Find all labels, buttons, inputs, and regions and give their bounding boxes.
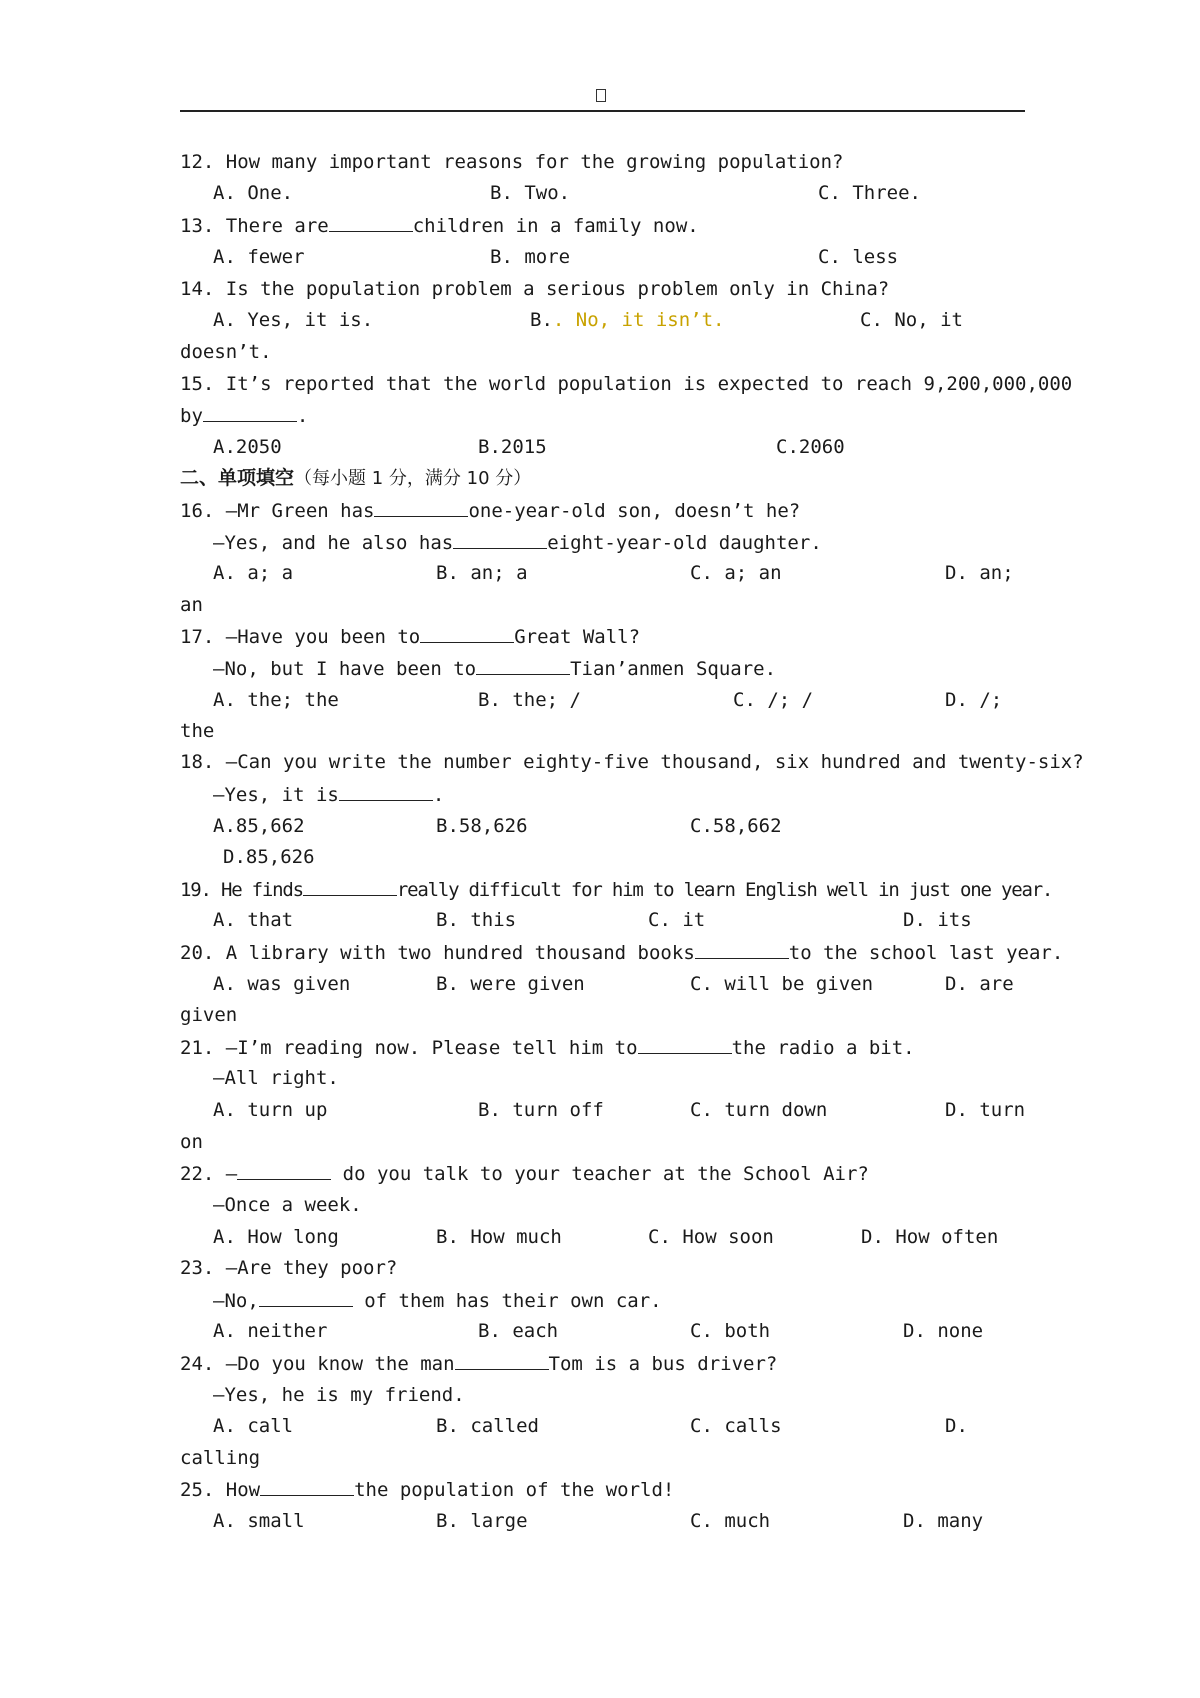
question-25-stem	[180, 1477, 674, 1502]
option-c: C. calls	[690, 1415, 782, 1437]
stem-part: the population of the world!	[354, 1479, 675, 1501]
reply-part: eight-year-old daughter.	[547, 532, 822, 554]
header-placeholder-glyph	[596, 89, 606, 102]
option-b: B. more	[490, 246, 571, 268]
option-d: D.85,626	[223, 846, 315, 868]
option-b: B. How much	[436, 1226, 562, 1248]
option-a: A. a; a	[213, 562, 294, 584]
answer-blank	[638, 1035, 732, 1054]
option-a: A. One.	[213, 182, 294, 204]
question-21-stem	[180, 1035, 915, 1060]
stem-part: 24. —Do you know the man	[180, 1353, 455, 1375]
option-a: A.2050	[213, 436, 282, 458]
stem-part: Tom is a bus driver?	[548, 1353, 778, 1375]
option-d: D. How often	[861, 1226, 999, 1248]
option-c: C. less	[818, 246, 899, 268]
option-d: D. an;	[945, 562, 1014, 584]
answer-blank	[339, 782, 433, 801]
stem-part: 22. —	[180, 1163, 238, 1185]
question-13-stem	[180, 213, 699, 238]
option-a: A. that	[213, 909, 294, 931]
question-24-reply: —Yes, he is my friend.	[213, 1384, 465, 1406]
stem-part: by	[180, 405, 203, 427]
question-22-stem	[180, 1161, 869, 1186]
option-b: B. large	[436, 1510, 528, 1532]
question-18-stem: 18. —Can you write the number eighty-five thousand, six hundred and twenty-six?	[180, 751, 1084, 773]
section-note: （每小题 1 分，满分 10 分）	[294, 468, 532, 489]
stem-part: 20. A library with two hundred thousand books	[180, 942, 695, 964]
option-c: C. How soon	[648, 1226, 774, 1248]
question-21-reply: —All right.	[213, 1067, 339, 1089]
stem-part: 17. —Have you been to	[180, 626, 421, 648]
question-22-reply: —Once a week.	[213, 1194, 362, 1216]
reply-part: —Yes, and he also has	[213, 532, 454, 554]
option-a: A.85,662	[213, 815, 305, 837]
answer-blank	[329, 213, 413, 232]
answer-blank	[374, 498, 468, 517]
option-c: C. both	[690, 1320, 771, 1342]
option-a: A. How long	[213, 1226, 339, 1248]
question-23-stem: 23. —Are they poor?	[180, 1257, 398, 1279]
reply-part: .	[432, 784, 445, 806]
option-c: C. much	[690, 1510, 771, 1532]
option-a: A. fewer	[213, 246, 305, 268]
question-12-stem: 12. How many important reasons for the growing population?	[180, 151, 844, 173]
option-b: B. called	[436, 1415, 539, 1437]
option-c: C. Three.	[818, 182, 921, 204]
stem-part: one-year-old son, doesn’t he?	[468, 500, 801, 522]
stem-part: to the school last year.	[788, 942, 1064, 964]
reply-part: —Yes, it is	[213, 784, 339, 806]
question-16-stem	[180, 498, 800, 523]
answer-blank	[203, 403, 297, 422]
answer-blank	[237, 1161, 331, 1180]
option-c: C.58,662	[690, 815, 782, 837]
reply-part: of them has their own car.	[352, 1290, 662, 1312]
option-b: B. this	[436, 909, 517, 931]
question-24-stem	[180, 1351, 777, 1376]
option-d-wrap: given	[180, 1004, 238, 1026]
answer-blank	[695, 940, 789, 959]
option-b: B.58,626	[436, 815, 528, 837]
option-letter: B.	[530, 309, 553, 331]
option-b: B. an; a	[436, 562, 528, 584]
option-a: A. call	[213, 1415, 294, 1437]
answer-blank	[476, 656, 570, 675]
stem-part: 21. —I’m reading now. Please tell him to	[180, 1037, 638, 1059]
question-19-stem	[180, 877, 1052, 902]
reply-part: —No,	[213, 1290, 259, 1312]
option-c: C. a; an	[690, 562, 782, 584]
reply-part: Tian’anmen Square.	[570, 658, 777, 680]
section-heading	[180, 466, 531, 491]
stem-part: do you talk to your teacher at the School Air?	[331, 1163, 869, 1185]
question-15-stem-cont	[180, 403, 308, 428]
option-c: C. No, it	[860, 309, 963, 331]
stem-part: 25. How	[180, 1479, 261, 1501]
section-title: 二、单项填空	[180, 467, 295, 489]
option-c: C. /; /	[733, 689, 814, 711]
stem-part: .	[296, 405, 309, 427]
stem-part: the radio a bit.	[731, 1037, 915, 1059]
question-17-stem	[180, 624, 640, 649]
stem-part: 19. He finds	[180, 879, 303, 901]
stem-part: 13. There are	[180, 215, 329, 237]
question-15-stem: 15. It’s reported that the world population is expected to reach 9,200,000,000	[180, 373, 1073, 395]
option-d: D. many	[903, 1510, 984, 1532]
option-c: C.2060	[776, 436, 845, 458]
option-b: B. were given	[436, 973, 585, 995]
question-23-reply	[213, 1288, 662, 1313]
answer-blank	[303, 877, 397, 896]
question-18-reply	[213, 782, 444, 807]
option-b: B.2015	[478, 436, 547, 458]
option-c: C. it	[648, 909, 706, 931]
option-a: A. small	[213, 1510, 305, 1532]
header-rule	[180, 110, 1025, 112]
option-c: C. turn down	[690, 1099, 828, 1121]
option-d: D. its	[903, 909, 972, 931]
answer-blank	[455, 1351, 549, 1370]
option-b	[530, 308, 724, 332]
option-d: D. are	[945, 973, 1014, 995]
option-b: B. the; /	[478, 689, 581, 711]
answer-blank	[259, 1288, 353, 1307]
option-b: B. each	[478, 1320, 559, 1342]
option-text: . No, it isn’t.	[552, 309, 725, 331]
option-a: A. neither	[213, 1320, 328, 1342]
stem-part: Great Wall?	[514, 626, 641, 648]
option-c-wrap: doesn’t.	[180, 341, 272, 363]
stem-part: children in a family now.	[412, 215, 699, 237]
question-14-stem: 14. Is the population problem a serious problem only in China?	[180, 278, 890, 300]
option-a: A. was given	[213, 973, 351, 995]
option-a: A. turn up	[213, 1099, 328, 1121]
answer-blank	[453, 530, 547, 549]
option-c: C. will be given	[690, 973, 874, 995]
option-d-wrap: on	[180, 1131, 203, 1153]
option-a: A. Yes, it is.	[213, 309, 374, 331]
option-d-wrap: the	[180, 720, 215, 742]
option-d: D. none	[903, 1320, 984, 1342]
option-b: B. Two.	[490, 182, 571, 204]
option-a: A. the; the	[213, 689, 339, 711]
stem-part: 16. —Mr Green has	[180, 500, 375, 522]
option-b: B. turn off	[478, 1099, 604, 1121]
option-d: D.	[945, 1415, 968, 1437]
answer-blank	[260, 1477, 354, 1496]
option-d-wrap: an	[180, 594, 203, 616]
option-d-wrap: calling	[180, 1447, 261, 1469]
option-d: D. turn	[945, 1099, 1026, 1121]
question-20-stem	[180, 940, 1063, 965]
option-d: D. /;	[945, 689, 1003, 711]
answer-blank	[420, 624, 514, 643]
question-17-reply	[213, 656, 776, 681]
reply-part: —No, but I have been to	[213, 658, 477, 680]
stem-part: really difficult for him to learn English well in just one year.	[396, 879, 1053, 901]
question-16-reply	[213, 530, 822, 555]
